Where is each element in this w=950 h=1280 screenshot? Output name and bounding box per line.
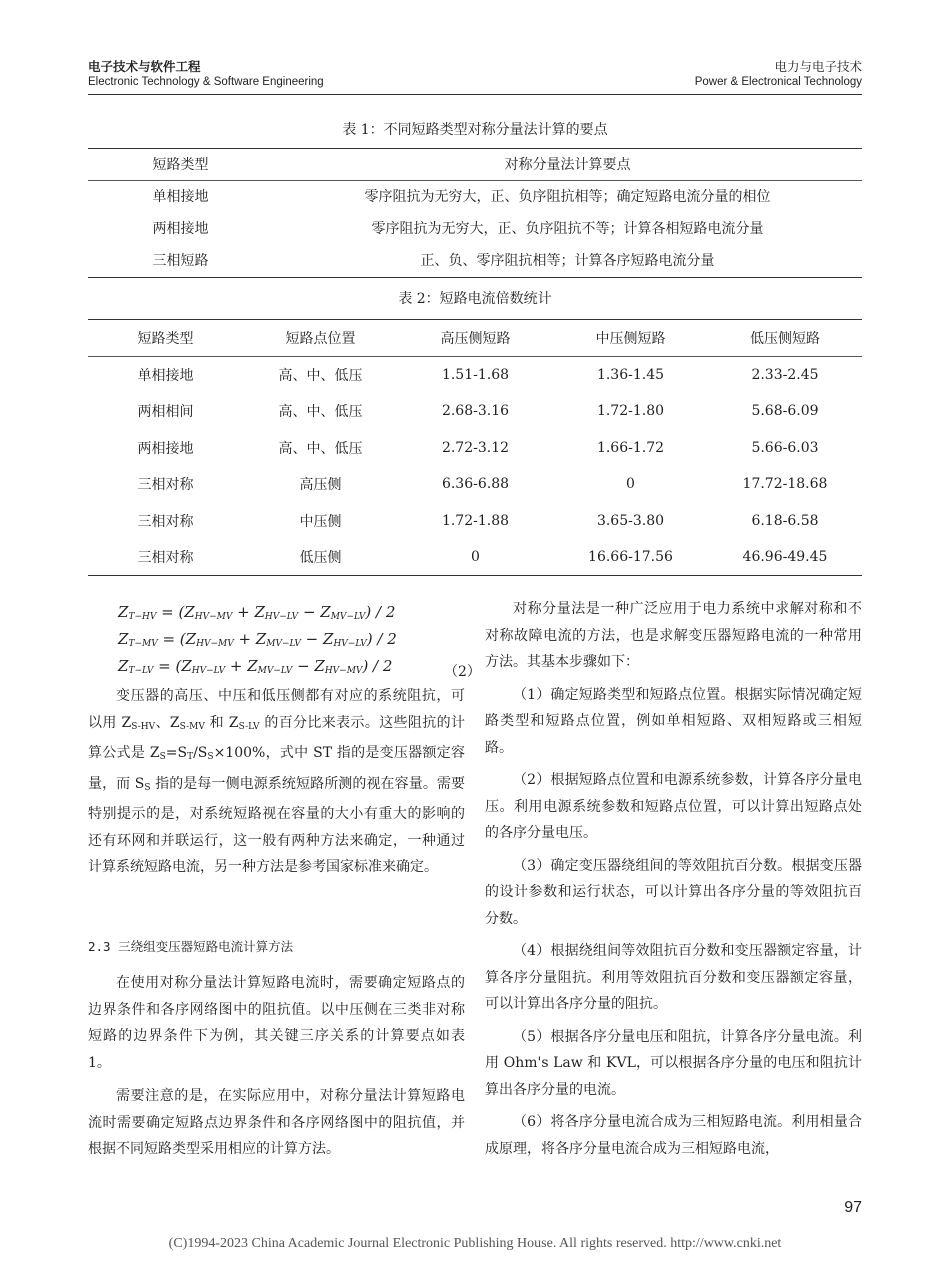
- table-cell: 正、负、零序阻抗相等；计算各序短路电流分量: [420, 253, 715, 269]
- table-row: [88, 466, 862, 503]
- table-cell: 1.36-1.45: [596, 366, 665, 383]
- table-row: [88, 430, 862, 467]
- journal-title-en: Electronic Technology & Software Engineering: [88, 76, 324, 88]
- table2-header-row: [88, 320, 862, 357]
- formula-line-2: $Z_{T-MV} = (Z_{HV-MV} + Z_{MV-LV} - Z_{HV-LV}) / 2$: [118, 630, 397, 649]
- table-cell: 单相接地: [152, 189, 209, 205]
- paragraph: （6）将各序分量电流合成为三相短路电流。利用相量合成原理，将各序分量电流合成为三相短路电流，: [485, 1114, 862, 1157]
- table2-header-cell: 短路点位置: [285, 331, 356, 348]
- table-cell: 高、中、低压: [278, 404, 363, 421]
- paragraph: （1）确定短路类型和短路点位置。根据实际情况确定短路类型和短路点位置，例如单相短路、双相短路或三相短路。: [485, 686, 862, 756]
- table-cell: 两相接地: [152, 221, 209, 237]
- table-row: [88, 212, 862, 244]
- table-row: [88, 539, 862, 576]
- left-column-text-2: [88, 970, 465, 1163]
- table-cell: 1.72-1.80: [596, 403, 665, 420]
- table-cell: 1.66-1.72: [596, 439, 665, 456]
- table-cell: 6.18-6.58: [751, 512, 819, 529]
- section-title-cn: 电力与电子技术: [774, 59, 862, 74]
- table-cell: 高、中、低压: [278, 367, 363, 384]
- table-row: [88, 503, 862, 540]
- table-cell: 2.72-3.12: [441, 439, 510, 456]
- paragraph: 需要注意的是，在实际应用中，对称分量法计算短路电流时需要确定短路点边界条件和各序网络图中的阻抗值，并根据不同短路类型采用相应的计算方法。: [88, 1088, 465, 1157]
- table-cell: 三相对称: [137, 513, 194, 530]
- header-rule: [88, 94, 862, 95]
- paragraph: 对称分量法是一种广泛应用于电力系统中求解对称和不对称故障电流的方法，也是求解变压器短路电流的一种常用方法。其基本步骤如下：: [485, 601, 862, 670]
- table1-header-cell: 对称分量法计算要点: [504, 157, 631, 173]
- table-cell: 0: [626, 476, 635, 493]
- table2-header-cell: 低压侧短路: [750, 331, 820, 348]
- left-column-text-1: [88, 683, 465, 881]
- table-cell: 三相短路: [152, 253, 209, 269]
- paragraph: 变压器的高压、中压和低压侧都有对应的系统阻抗，可以用 $Z_{S-HV}$、$Z_{S-MV}$ 和 $Z_{S-LV}$ 的百分比来表示。这些阻抗的计算公式是 $Z_S=S_T/S_S\times 100\%$，式中 ST 指的是变压器额定容量，而 $S_S$ 指的是每一侧电源系统短路所测的视在容量。需要特别提示的是，对系统短路视在容量的大小有重大的影响的还有环网和并联运行，这一般有两种方法来确定，一种通过计算系统短路电流，另一种方法是参考国家标准来确定。: [88, 688, 465, 875]
- table-cell: 两相接地: [137, 440, 194, 457]
- table-cell: 高、中、低压: [278, 440, 363, 457]
- table1: [88, 148, 862, 276]
- table1-header-rule: [88, 180, 862, 181]
- table1-bottom-rule: [88, 277, 862, 278]
- table-cell: 中压侧: [299, 513, 342, 530]
- section-title-en: Power & Electronical Technology: [694, 76, 862, 88]
- table2: [88, 320, 862, 576]
- table1-header-row: [88, 148, 862, 180]
- page-number: 97: [844, 1199, 862, 1216]
- table2-bottom-rule: [88, 575, 862, 576]
- table-cell: 2.33-2.45: [751, 366, 819, 383]
- table-cell: 单相接地: [137, 367, 194, 384]
- table-cell: 高压侧: [299, 477, 342, 494]
- table-row: [88, 393, 862, 430]
- table2-header-cell: 短路类型: [137, 331, 194, 348]
- table-cell: 2.68-3.16: [441, 403, 510, 420]
- table-cell: 三相对称: [137, 477, 194, 494]
- table-cell: 17.72-18.68: [742, 476, 828, 493]
- table2-header-rule: [88, 356, 862, 357]
- table-cell: 6.36-6.88: [441, 476, 510, 493]
- table-cell: 46.96-49.45: [742, 549, 828, 566]
- table-cell: 5.66-6.03: [751, 439, 819, 456]
- table1-caption: 表 1：不同短路类型对称分量法计算的要点: [342, 122, 608, 138]
- paragraph: （5）根据各序分量电压和阻抗，计算各序分量电流。利用 Ohm's Law 和 KVL，可以根据各序分量的电压和阻抗计算出各序分量的电流。: [485, 1028, 862, 1098]
- table-row: [88, 357, 862, 394]
- table-cell: 零序阻抗为无穷大，正、负序阻抗不等；计算各相短路电流分量: [371, 221, 764, 237]
- table2-caption: 表 2：短路电流倍数统计: [398, 291, 552, 307]
- paragraph: （4）根据绕组间等效阻抗百分数和变压器额定容量，计算各序分量阻抗。利用等效阻抗百分数和变压器额定容量，可以计算出各序分量的阻抗。: [485, 943, 862, 1012]
- table-cell: 5.68-6.09: [751, 403, 819, 420]
- table-cell: 零序阻抗为无穷大，正、负序阻抗相等；确定短路电流分量的相位: [364, 189, 771, 205]
- paragraph: （3）确定变压器绕组间的等效阻抗百分数。根据变压器的设计参数和运行状态，可以计算出各序分量的等效阻抗百分数。: [485, 857, 862, 927]
- table-cell: 1.51-1.68: [441, 366, 510, 383]
- formula-line-1: $Z_{T-HV} = (Z_{HV-MV} + Z_{HV-LV} - Z_{MV-LV}) / 2$: [118, 603, 396, 622]
- table2-header-cell: 中压侧短路: [595, 331, 666, 348]
- paragraph: 在使用对称分量法计算短路电流时，需要确定短路点的边界条件和各序网络图中的阻抗值。以中压侧在三类非对称短路的边界条件下为例，其关键三序关系的计算要点如表 1。: [88, 975, 465, 1071]
- table-cell: 低压侧: [299, 550, 342, 567]
- table-row: [88, 180, 862, 212]
- equation-number: （2）: [444, 664, 481, 680]
- table-cell: 三相对称: [137, 550, 194, 567]
- table-cell: 16.66-17.56: [588, 549, 673, 566]
- formula-line-3: $Z_{T-LV} = (Z_{HV-LV} + Z_{MV-LV} - Z_{HV-MV}) / 2$: [118, 657, 393, 676]
- table-row: [88, 244, 862, 276]
- section-heading: 2.3 三绕组变压器短路电流计算方法: [88, 939, 294, 954]
- table-cell: 两相相间: [137, 404, 194, 421]
- table-cell: 3.65-3.80: [596, 512, 665, 529]
- journal-title-cn: 电子技术与软件工程: [88, 59, 201, 74]
- copyright-notice: (C)1994-2023 China Academic Journal Electronic Publishing House. All rights reserved. http://www.cnki.net: [168, 1236, 782, 1251]
- table-cell: 0: [471, 549, 480, 566]
- table2-header-cell: 高压侧短路: [440, 331, 511, 348]
- right-column-text: [485, 596, 862, 1162]
- paragraph: （2）根据短路点位置和电源系统参数，计算各序分量电压。利用电源系统参数和短路点位置，可以计算出短路点处的各序分量电压。: [485, 772, 862, 841]
- table1-header-cell: 短路类型: [152, 157, 209, 173]
- table-cell: 1.72-1.88: [441, 512, 510, 529]
